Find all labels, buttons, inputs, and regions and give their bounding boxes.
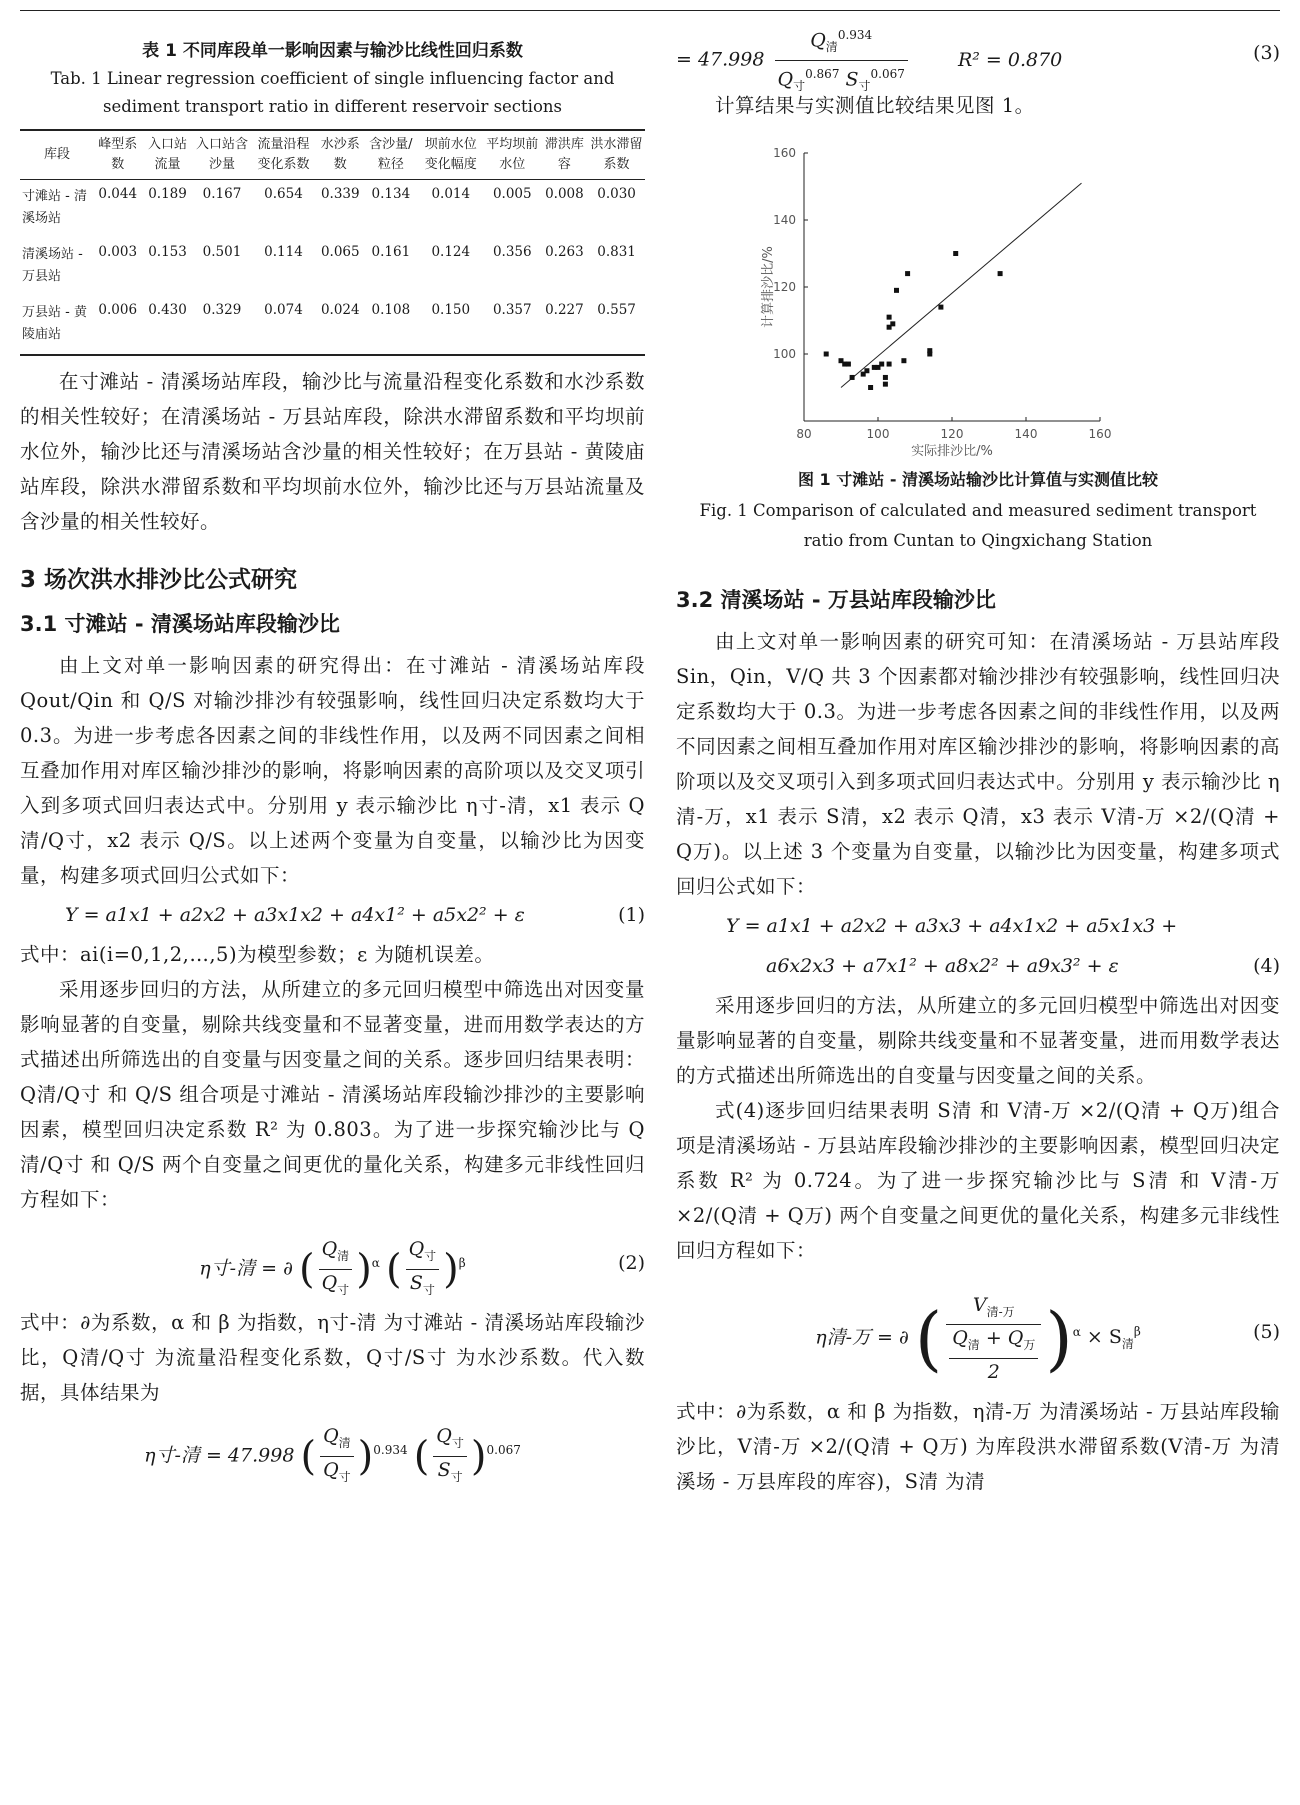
paragraph-eq2-params: 式中：∂为系数，α 和 β 为指数，η寸-清 为寸滩站 - 清溪场站库段输沙比，Q清/Q寸 为流量沿程变化系数，Q寸/S寸 为水沙系数。代入数据，具体结果为 bbox=[20, 1311, 645, 1404]
equation-1-number: (1) bbox=[618, 904, 645, 926]
section-3-2-heading: 3.2 清溪场站 - 万县站库段输沙比 bbox=[676, 588, 996, 612]
table-cell-value: 0.227 bbox=[545, 302, 584, 318]
table-cell-value: 0.557 bbox=[597, 302, 636, 318]
equation-4-part-1: Y = a1x1 + a2x2 + a3x3 + a4x1x2 + a5x1x3 + bbox=[726, 915, 1178, 937]
table-header-cell: 库段 bbox=[43, 147, 70, 162]
equation-4-number: (4) bbox=[1253, 955, 1280, 977]
table-cell-value: 0.108 bbox=[371, 302, 411, 318]
table-header-cell: 峰型系数 bbox=[98, 137, 138, 172]
scatter-chart bbox=[676, 129, 1280, 459]
table-header-cell: 水沙系数 bbox=[320, 137, 360, 172]
left-column bbox=[20, 22, 645, 1490]
table-cell-section: 寸滩站 - 清溪场站 bbox=[22, 189, 87, 226]
data-point bbox=[953, 251, 958, 256]
regression-table bbox=[20, 129, 645, 356]
equation-2-fraction-1: $\frac{Q_清}{Q_寸}$ bbox=[319, 1236, 353, 1303]
x-tick-label: 80 bbox=[796, 427, 812, 441]
equation-4-part-2: a6x2x3 + a7x1² + a8x2² + a9x3² + ε bbox=[766, 955, 1119, 977]
table-header-cell: 含沙量/粒径 bbox=[369, 137, 413, 172]
table-caption-cn: 表 1 不同库段单一影响因素与输沙比线性回归系数 bbox=[142, 41, 523, 61]
y-axis-label: 计算排沙比/% bbox=[761, 246, 776, 328]
equation-2-fraction-2: $\frac{Q_寸}{S_寸}$ bbox=[406, 1236, 440, 1303]
data-point bbox=[938, 305, 943, 310]
figure-caption-cn: 图 1 寸滩站 - 清溪场站输沙比计算值与实测值比较 bbox=[797, 470, 1159, 489]
table-cell-value: 0.150 bbox=[431, 302, 471, 318]
table-cell-value: 0.006 bbox=[98, 302, 138, 318]
table-cell-value: 0.831 bbox=[597, 244, 636, 260]
data-point bbox=[879, 362, 884, 367]
table-cell-value: 0.024 bbox=[320, 302, 360, 318]
table-cell-value: 0.167 bbox=[202, 186, 242, 202]
equation-3-continued: = 47.998 $\frac{Q_清^{0.934}}{Q_寸^{0.867} S_寸^{0.067}}$ R² = 0.870 (3) bbox=[676, 22, 1280, 84]
data-point bbox=[998, 271, 1003, 276]
data-point bbox=[846, 362, 851, 367]
x-tick-label: 140 bbox=[1014, 427, 1038, 441]
paragraph-3-1-intro: 由上文对单一影响因素的研究得出：在寸滩站 - 清溪场站库段 Qout/Qin 和 Q/S 对输沙排沙有较强影响，线性回归决定系数均大于 0.3。为进一步考虑各因素之间的非线性作用，以及两不同因素之间相互叠加作用对库区输沙排沙的影响，将影响因素的高阶项以及交叉项引入到多项式回归表达式中。分别用 y 表示输沙比 η寸-清，x1 表示 Q清/Q寸，x2 表示 Q/S。以上述两个变量为自变量，以输沙比为因变量，构建多项式回归公式如下： bbox=[20, 654, 645, 887]
data-point bbox=[887, 362, 892, 367]
data-point bbox=[824, 352, 829, 357]
page-top-rule bbox=[20, 10, 1280, 11]
equation-2-lhs: η寸-清 = ∂ bbox=[199, 1257, 293, 1280]
table-cell-value: 0.357 bbox=[492, 302, 532, 318]
fit-line bbox=[841, 183, 1082, 387]
figure-caption-en: Fig. 1 Comparison of calculated and measured sediment transport ratio from Cuntan to Qingxichang Station bbox=[699, 501, 1257, 550]
table-row bbox=[20, 238, 645, 296]
table-cell-value: 0.501 bbox=[202, 244, 242, 260]
table-cell-value: 0.005 bbox=[492, 186, 532, 202]
data-point bbox=[890, 321, 895, 326]
equation-3-r2: R² = 0.870 bbox=[957, 48, 1063, 71]
table-cell-value: 0.263 bbox=[545, 244, 584, 260]
table-row bbox=[20, 296, 645, 355]
table-header-cell: 洪水滞留系数 bbox=[590, 137, 643, 172]
x-tick-label: 160 bbox=[1088, 427, 1112, 441]
table-cell-value: 0.654 bbox=[264, 186, 303, 202]
equation-4-line-1 bbox=[676, 908, 1280, 944]
data-point bbox=[883, 382, 888, 387]
table-header-cell: 入口站流量 bbox=[148, 137, 188, 172]
table-cell-value: 0.003 bbox=[98, 244, 138, 260]
paragraph-3-2-intro: 由上文对单一影响因素的研究可知：在清溪场站 - 万县站库段 Sin，Qin，V/Q 共 3 个因素都对输沙排沙有较强影响，线性回归决定系数均大于 0.3。为进一步考虑各因素之间的非线性作用，以及两不同因素之间相互叠加作用对库区输沙排沙的影响，将影响因素的高阶项以及交叉项引入到多项式回归表达式中。分别用 y 表示输沙比 η清-万，x1 表示 S清，x2 表示 Q清，x3 表示 V清-万 ×2/(Q清 + Q万)。以上述 3 个变量为自变量，以输沙比为因变量，构建多项式回归公式如下： bbox=[676, 630, 1280, 898]
table-cell-value: 0.124 bbox=[431, 244, 471, 260]
x-axis-label: 实际排沙比/% bbox=[911, 444, 993, 459]
data-point bbox=[901, 358, 906, 363]
table-cell-value: 0.134 bbox=[371, 186, 411, 202]
right-column bbox=[676, 22, 1280, 1499]
table-cell-value: 0.074 bbox=[264, 302, 303, 318]
table-header-cell: 平均坝前水位 bbox=[486, 137, 539, 172]
table-cell-value: 0.008 bbox=[545, 186, 584, 202]
y-tick-label: 100 bbox=[773, 347, 796, 361]
paragraph-stepwise-regression: 采用逐步回归的方法，从所建立的多元回归模型中筛选出对因变量影响显著的自变量，剔除共线变量和不显著变量，进而用数学表达的方式描述出所筛选出的自变量与因变量之间的关系。逐步回归结果表明：Q清/Q寸 和 Q/S 组合项是寸滩站 - 清溪场站库段输沙排沙的主要影响因素，模型回归决定系数 R² 为 0.803。为了进一步探究输沙比与 Q清/Q寸 和 Q/S 两个自变量之间更优的量化关系，构建多元非线性回归方程如下： bbox=[20, 978, 645, 1211]
table-cell-section: 清溪场站 - 万县站 bbox=[22, 247, 83, 284]
table-cell-value: 0.044 bbox=[98, 186, 138, 202]
table-cell-value: 0.189 bbox=[148, 186, 187, 202]
equation-3-start: η寸-清 = 47.998 ( $\frac{Q_清}{Q_寸}$ )$^{0.934}$ ( $\frac{Q_寸}{S_寸}$ )$^{0.067}$ bbox=[144, 1425, 521, 1484]
table-cell-value: 0.356 bbox=[492, 244, 532, 260]
table-header-cell: 入口站含沙量 bbox=[195, 137, 248, 172]
paragraph-figure-ref: 计算结果与实测值比较结果见图 1。 bbox=[715, 94, 1035, 117]
table-cell-value: 0.065 bbox=[320, 244, 360, 260]
x-tick-label: 100 bbox=[866, 427, 890, 441]
data-point bbox=[927, 352, 932, 357]
section-3-1-heading: 3.1 寸滩站 - 清溪场站库段输沙比 bbox=[20, 612, 340, 636]
equation-5: η清-万 = ∂ ( $\frac{V_{清-万}}{\frac{Q_清 + Q_万}{2}}$ )$^\alpha \times S_清^\beta$ (5) bbox=[676, 1274, 1280, 1390]
table-cell-value: 0.430 bbox=[148, 302, 187, 318]
equation-3-cont-lhs: = 47.998 bbox=[676, 48, 765, 71]
data-point bbox=[887, 315, 892, 320]
equation-3-number: (3) bbox=[1253, 42, 1280, 64]
equation-5-number: (5) bbox=[1253, 1321, 1280, 1343]
paragraph-eq5-params: 式中：∂为系数，α 和 β 为指数，η清-万 为清溪场站 - 万县站库段输沙比，V清-万 ×2/(Q清 + Q万) 为库段洪水滞留系数(V清-万 为清溪场 - 万县库段的库容)，S清 为清 bbox=[676, 1400, 1280, 1493]
table-header-cell: 滞洪库容 bbox=[544, 137, 584, 172]
equation-1-body: Y = a1x1 + a2x2 + a3x1x2 + a4x1² + a5x2² + ε bbox=[65, 904, 525, 926]
y-tick-label: 160 bbox=[773, 146, 796, 160]
y-tick-label: 120 bbox=[773, 280, 796, 294]
equation-5-lhs: η清-万 = ∂ bbox=[815, 1326, 909, 1349]
table-row bbox=[20, 180, 645, 239]
data-point bbox=[850, 375, 855, 380]
equation-4-line-2 bbox=[676, 948, 1280, 984]
equation-2-number: (2) bbox=[618, 1252, 645, 1274]
table-cell-value: 0.339 bbox=[320, 186, 360, 202]
table-cell-value: 0.014 bbox=[431, 186, 471, 202]
figure-1 bbox=[676, 129, 1280, 459]
table-cell-value: 0.329 bbox=[202, 302, 242, 318]
table-header-cell: 流量沿程变化系数 bbox=[257, 137, 310, 172]
data-point bbox=[883, 375, 888, 380]
data-point bbox=[868, 385, 873, 390]
table-cell-value: 0.114 bbox=[264, 244, 303, 260]
table-caption-en: Tab. 1 Linear regression coefficient of single influencing factor and sediment transport ratio in different reservoir sections bbox=[50, 69, 615, 116]
table-header-cell: 坝前水位变化幅度 bbox=[424, 137, 477, 172]
x-tick-label: 120 bbox=[940, 427, 964, 441]
paragraph-eq1-params: 式中：ai(i=0,1,2,…,5)为模型参数；ε 为随机误差。 bbox=[20, 943, 495, 966]
equation-1 bbox=[20, 897, 645, 933]
data-point bbox=[905, 271, 910, 276]
equation-3-lhs: η寸-清 = 47.998 bbox=[144, 1444, 295, 1467]
table-cell-value: 0.161 bbox=[371, 244, 411, 260]
section-3-heading: 3 场次洪水排沙比公式研究 bbox=[20, 567, 298, 593]
table-cell-value: 0.030 bbox=[597, 186, 636, 202]
data-point bbox=[894, 288, 899, 293]
table-cell-value: 0.153 bbox=[148, 244, 187, 260]
y-tick-label: 140 bbox=[773, 213, 796, 227]
table-header-row bbox=[20, 130, 645, 180]
table-cell-section: 万县站 - 黄陵庙站 bbox=[22, 305, 87, 342]
data-point bbox=[864, 368, 869, 373]
paragraph-stepwise-regression-2: 采用逐步回归的方法，从所建立的多元回归模型中筛选出对因变量影响显著的自变量，剔除共线变量和不显著变量，进而用数学表达的方式描述出所筛选出的自变量与因变量之间的关系。 bbox=[676, 994, 1280, 1087]
equation-2: η寸-清 = ∂ ( $\frac{Q_清}{Q_寸}$ )$^\alpha$ ( $\frac{Q_寸}{S_寸}$ )$^\beta$ (2) bbox=[20, 1225, 645, 1301]
paragraph-eq4-result: 式(4)逐步回归结果表明 S清 和 V清-万 ×2/(Q清 + Q万)组合项是清溪场站 - 万县站库段输沙排沙的主要影响因素，模型回归决定系数 R² 为 0.724。为了进一步探究输沙比与 S清 和 V清-万 ×2/(Q清 + Q万) 两个自变量之间更优的量化关系，构建多元非线性回归方程如下： bbox=[676, 1099, 1280, 1262]
paragraph-correlation-summary: 在寸滩站 - 清溪场站库段，输沙比与流量沿程变化系数和水沙系数的相关性较好；在清溪场站 - 万县站库段，除洪水滞留系数和平均坝前水位外，输沙比还与清溪场站含沙量的相关性较好；在万县站 - 黄陵庙站库段，除洪水滞留系数和平均坝前水位外，输沙比还与万县站流量及含沙量的相关性较好。 bbox=[20, 370, 645, 533]
